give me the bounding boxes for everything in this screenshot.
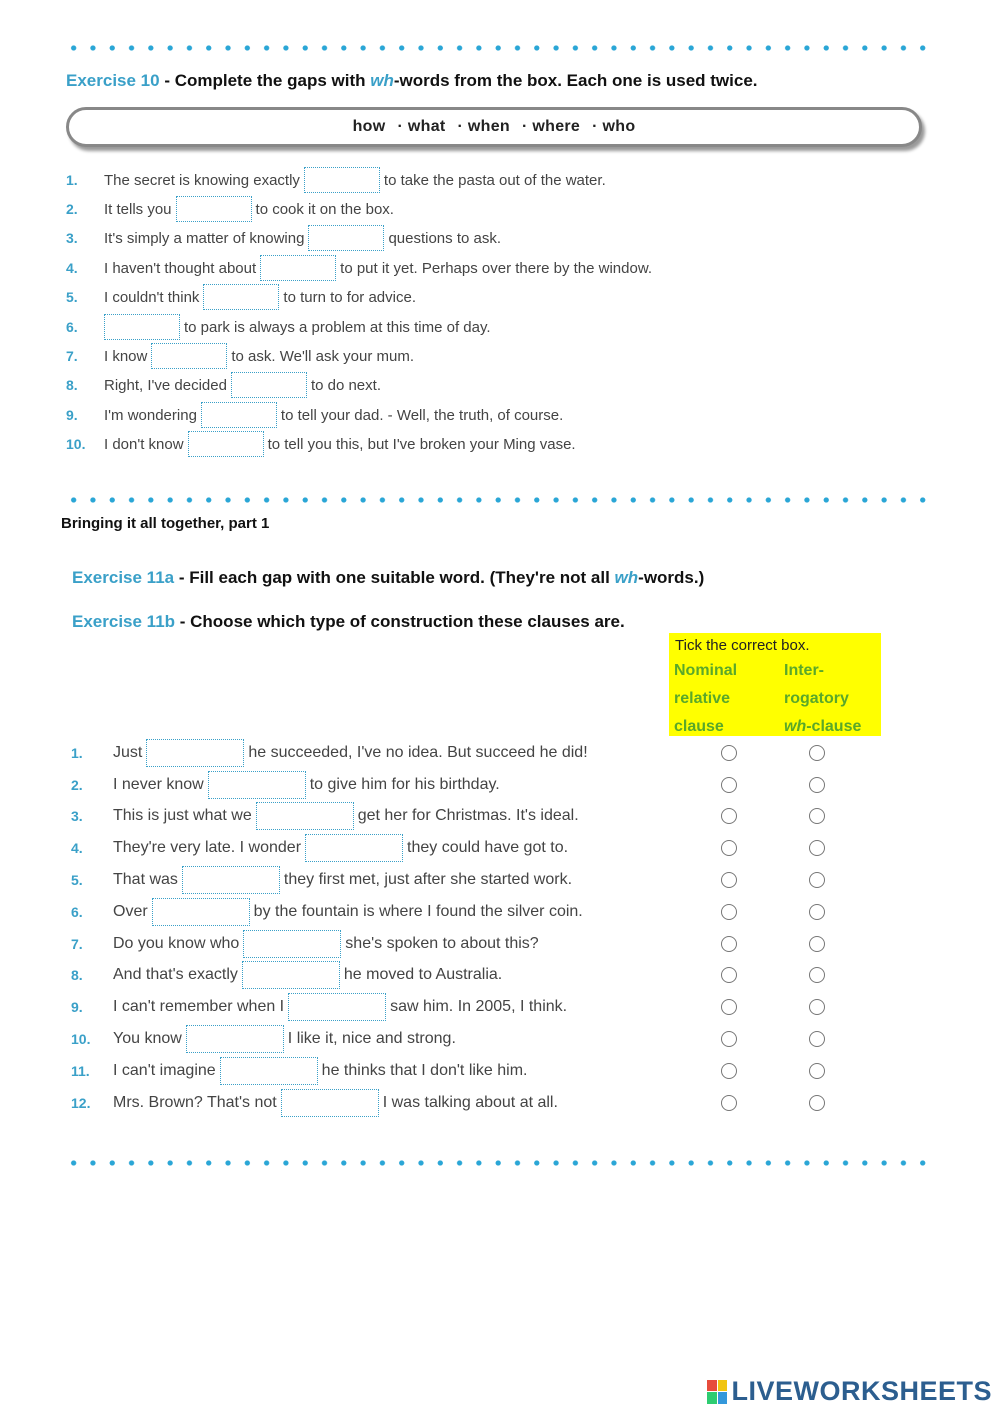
answer-gap-input[interactable] (288, 993, 386, 1021)
interrogatory-radio[interactable] (809, 745, 825, 761)
answer-gap-input[interactable] (304, 167, 380, 193)
nominal-relative-radio[interactable] (721, 936, 737, 952)
answer-gap-input[interactable] (220, 1057, 318, 1085)
exercise-10-item (66, 372, 381, 398)
exercise-10-item (66, 225, 501, 251)
item-text-after: to ask. We'll ask your mum. (231, 347, 414, 365)
interrogatory-radio[interactable] (809, 936, 825, 952)
item-number: 7. (66, 348, 78, 364)
item-text-before: I haven't thought about (104, 259, 257, 277)
item-number: 2. (71, 777, 83, 793)
dotted-separator (64, 497, 936, 503)
exercise-11a-title: Exercise 11a - Fill each gap with one suitable word. (They're not all wh-words.) (72, 568, 705, 587)
item-number: 8. (71, 967, 83, 983)
interrogatory-radio[interactable] (809, 967, 825, 983)
answer-gap-input[interactable] (152, 898, 250, 926)
exercise-11-item (71, 802, 579, 830)
item-text-after: they could have got to. (407, 839, 569, 856)
item-text-before: Do you know who (113, 935, 240, 952)
answer-gap-input[interactable] (104, 314, 180, 340)
nominal-relative-radio[interactable] (721, 872, 737, 888)
item-text-before: The secret is knowing exactly (104, 171, 300, 189)
exercise-10-item (66, 255, 652, 281)
word-box (66, 107, 922, 147)
item-text-after: he thinks that I don't like him. (321, 1062, 528, 1079)
item-number: 3. (66, 230, 78, 246)
item-text-after: to park is always a problem at this time of day. (184, 318, 491, 336)
exercise-10-item (66, 167, 606, 193)
item-text-after: he moved to Australia. (343, 966, 503, 983)
exercise-11-item (71, 930, 539, 958)
interrogatory-radio[interactable] (809, 840, 825, 856)
column-interrogatory-wh-clause: Inter- rogatory wh-clause (784, 662, 862, 735)
answer-gap-input[interactable] (186, 1025, 284, 1053)
item-number: 9. (71, 999, 83, 1015)
word-where: · where (522, 118, 581, 135)
item-text-before: I never know (113, 776, 204, 793)
item-number: 1. (66, 172, 78, 188)
exercise-10-item (66, 343, 414, 369)
item-text-before: They're very late. I wonder (113, 839, 302, 856)
item-text-before: And that's exactly (113, 966, 238, 983)
exercise-11-item (71, 961, 502, 989)
item-text-before: Right, I've decided (104, 376, 227, 394)
item-text-before: It's simply a matter of knowing (104, 229, 305, 247)
answer-gap-input[interactable] (176, 196, 252, 222)
answer-gap-input[interactable] (260, 255, 336, 281)
answer-gap-input[interactable] (308, 225, 384, 251)
word-who: · who (592, 118, 636, 135)
item-text-before: Mrs. Brown? That's not (113, 1094, 277, 1111)
item-text-after: saw him. In 2005, I think. (390, 998, 568, 1015)
item-text-after: get her for Christmas. It's ideal. (357, 807, 579, 824)
nominal-relative-radio[interactable] (721, 840, 737, 856)
exercise-10-item (66, 196, 394, 222)
item-number: 4. (71, 840, 83, 856)
item-text-after: to turn to for advice. (283, 288, 416, 306)
answer-gap-input[interactable] (231, 372, 307, 398)
answer-gap-input[interactable] (305, 834, 403, 862)
nominal-relative-radio[interactable] (721, 1095, 737, 1111)
nominal-relative-radio[interactable] (721, 745, 737, 761)
answer-gap-input[interactable] (188, 431, 264, 457)
item-number: 3. (71, 808, 83, 824)
interrogatory-radio[interactable] (809, 777, 825, 793)
item-text-after: to put it yet. Perhaps over there by the window. (340, 259, 652, 277)
dotted-separator (64, 1160, 936, 1166)
exercise-11-item (71, 866, 572, 894)
interrogatory-radio[interactable] (809, 904, 825, 920)
item-text-before: I can't imagine (113, 1062, 216, 1079)
exercise-11-item (71, 1089, 558, 1117)
item-text-before: This is just what we (113, 807, 252, 824)
answer-gap-input[interactable] (151, 343, 227, 369)
answer-gap-input[interactable] (146, 739, 244, 767)
item-text-after: to tell you this, but I've broken your Ming vase. (267, 435, 576, 453)
item-number: 7. (71, 936, 83, 952)
tick-instruction: Tick the correct box. (675, 637, 810, 654)
item-text-before: I don't know (104, 435, 184, 453)
interrogatory-radio[interactable] (809, 1031, 825, 1047)
answer-gap-input[interactable] (242, 961, 340, 989)
answer-gap-input[interactable] (281, 1089, 379, 1117)
item-text-after: to cook it on the box. (255, 200, 394, 218)
item-text-before: Over (113, 903, 148, 920)
nominal-relative-radio[interactable] (721, 808, 737, 824)
item-text-before: I know (104, 347, 148, 365)
nominal-relative-radio[interactable] (721, 1031, 737, 1047)
answer-gap-input[interactable] (201, 402, 277, 428)
word-when: · when (457, 118, 510, 135)
column-nominal-relative-clause: Nominal relative clause (674, 662, 738, 735)
tick-box-header (669, 633, 881, 736)
item-text-after: to give him for his birthday. (309, 776, 500, 793)
nominal-relative-radio[interactable] (721, 999, 737, 1015)
item-number: 5. (66, 289, 78, 305)
item-number: 12. (71, 1095, 91, 1111)
nominal-relative-radio[interactable] (721, 904, 737, 920)
interrogatory-radio[interactable] (809, 999, 825, 1015)
answer-gap-input[interactable] (203, 284, 279, 310)
item-text-after: I like it, nice and strong. (287, 1030, 456, 1047)
interrogatory-radio[interactable] (809, 808, 825, 824)
dotted-separator (64, 45, 936, 51)
item-text-before: It tells you (104, 200, 172, 218)
exercise-10-item (66, 402, 563, 428)
exercise-11-item (71, 993, 567, 1021)
item-number: 10. (66, 436, 86, 452)
item-text-after: to tell your dad. - Well, the truth, of course. (280, 406, 564, 424)
exercise-11-item (71, 739, 588, 767)
exercise-11-item (71, 1057, 528, 1085)
exercise-10-title: Exercise 10 - Complete the gaps with wh-words from the box. Each one is used twice. (66, 71, 758, 90)
item-text-after: I was talking about at all. (382, 1094, 558, 1111)
item-number: 11. (71, 1063, 90, 1079)
item-text-after: she's spoken to about this? (345, 935, 539, 952)
interrogatory-radio[interactable] (809, 1063, 825, 1079)
nominal-relative-radio[interactable] (721, 1063, 737, 1079)
exercise-10-item (66, 431, 576, 457)
exercise-10-item (66, 314, 491, 340)
item-text-before: I'm wondering (104, 406, 197, 424)
item-number: 4. (66, 260, 78, 276)
item-text-after: to do next. (310, 376, 381, 394)
item-text-after: questions to ask. (388, 229, 502, 247)
item-number: 6. (71, 904, 83, 920)
interrogatory-radio[interactable] (809, 1095, 825, 1111)
exercise-11-item (71, 1025, 456, 1053)
item-text-before: You know (113, 1030, 182, 1047)
section-subtitle: Bringing it all together, part 1 (61, 515, 270, 532)
item-text-after: he succeeded, I've no idea. But succeed he did! (248, 744, 588, 761)
item-number: 8. (66, 377, 78, 393)
word-what: · what (397, 118, 446, 135)
exercise-11-item (71, 834, 568, 862)
item-text-before: Just (113, 744, 143, 761)
answer-gap-input[interactable] (182, 866, 280, 894)
liveworksheets-logo: LIVEWORKSHEETS (707, 1376, 992, 1407)
exercise-11b-title: Exercise 11b - Choose which type of construction these clauses are. (72, 612, 625, 631)
exercise-11-item (71, 898, 583, 926)
liveworksheets-logo-icon (707, 1380, 727, 1404)
item-number: 1. (71, 745, 83, 761)
item-number: 5. (71, 872, 83, 888)
item-number: 6. (66, 319, 78, 335)
item-text-before: That was (113, 871, 178, 888)
answer-gap-input[interactable] (208, 771, 306, 799)
item-number: 9. (66, 407, 78, 423)
interrogatory-radio[interactable] (809, 872, 825, 888)
word-how: how (352, 118, 386, 135)
nominal-relative-radio[interactable] (721, 777, 737, 793)
exercise-10-item (66, 284, 416, 310)
item-text-before: I can't remember when I (113, 998, 285, 1015)
item-number: 10. (71, 1031, 91, 1047)
answer-gap-input[interactable] (256, 802, 354, 830)
item-text-before: I couldn't think (104, 288, 200, 306)
item-number: 2. (66, 201, 78, 217)
item-text-after: to take the pasta out of the water. (383, 171, 606, 189)
item-text-after: by the fountain is where I found the silver coin. (253, 903, 583, 920)
exercise-11-item (71, 771, 500, 799)
answer-gap-input[interactable] (243, 930, 341, 958)
item-text-after: they first met, just after she started work. (283, 871, 573, 888)
nominal-relative-radio[interactable] (721, 967, 737, 983)
